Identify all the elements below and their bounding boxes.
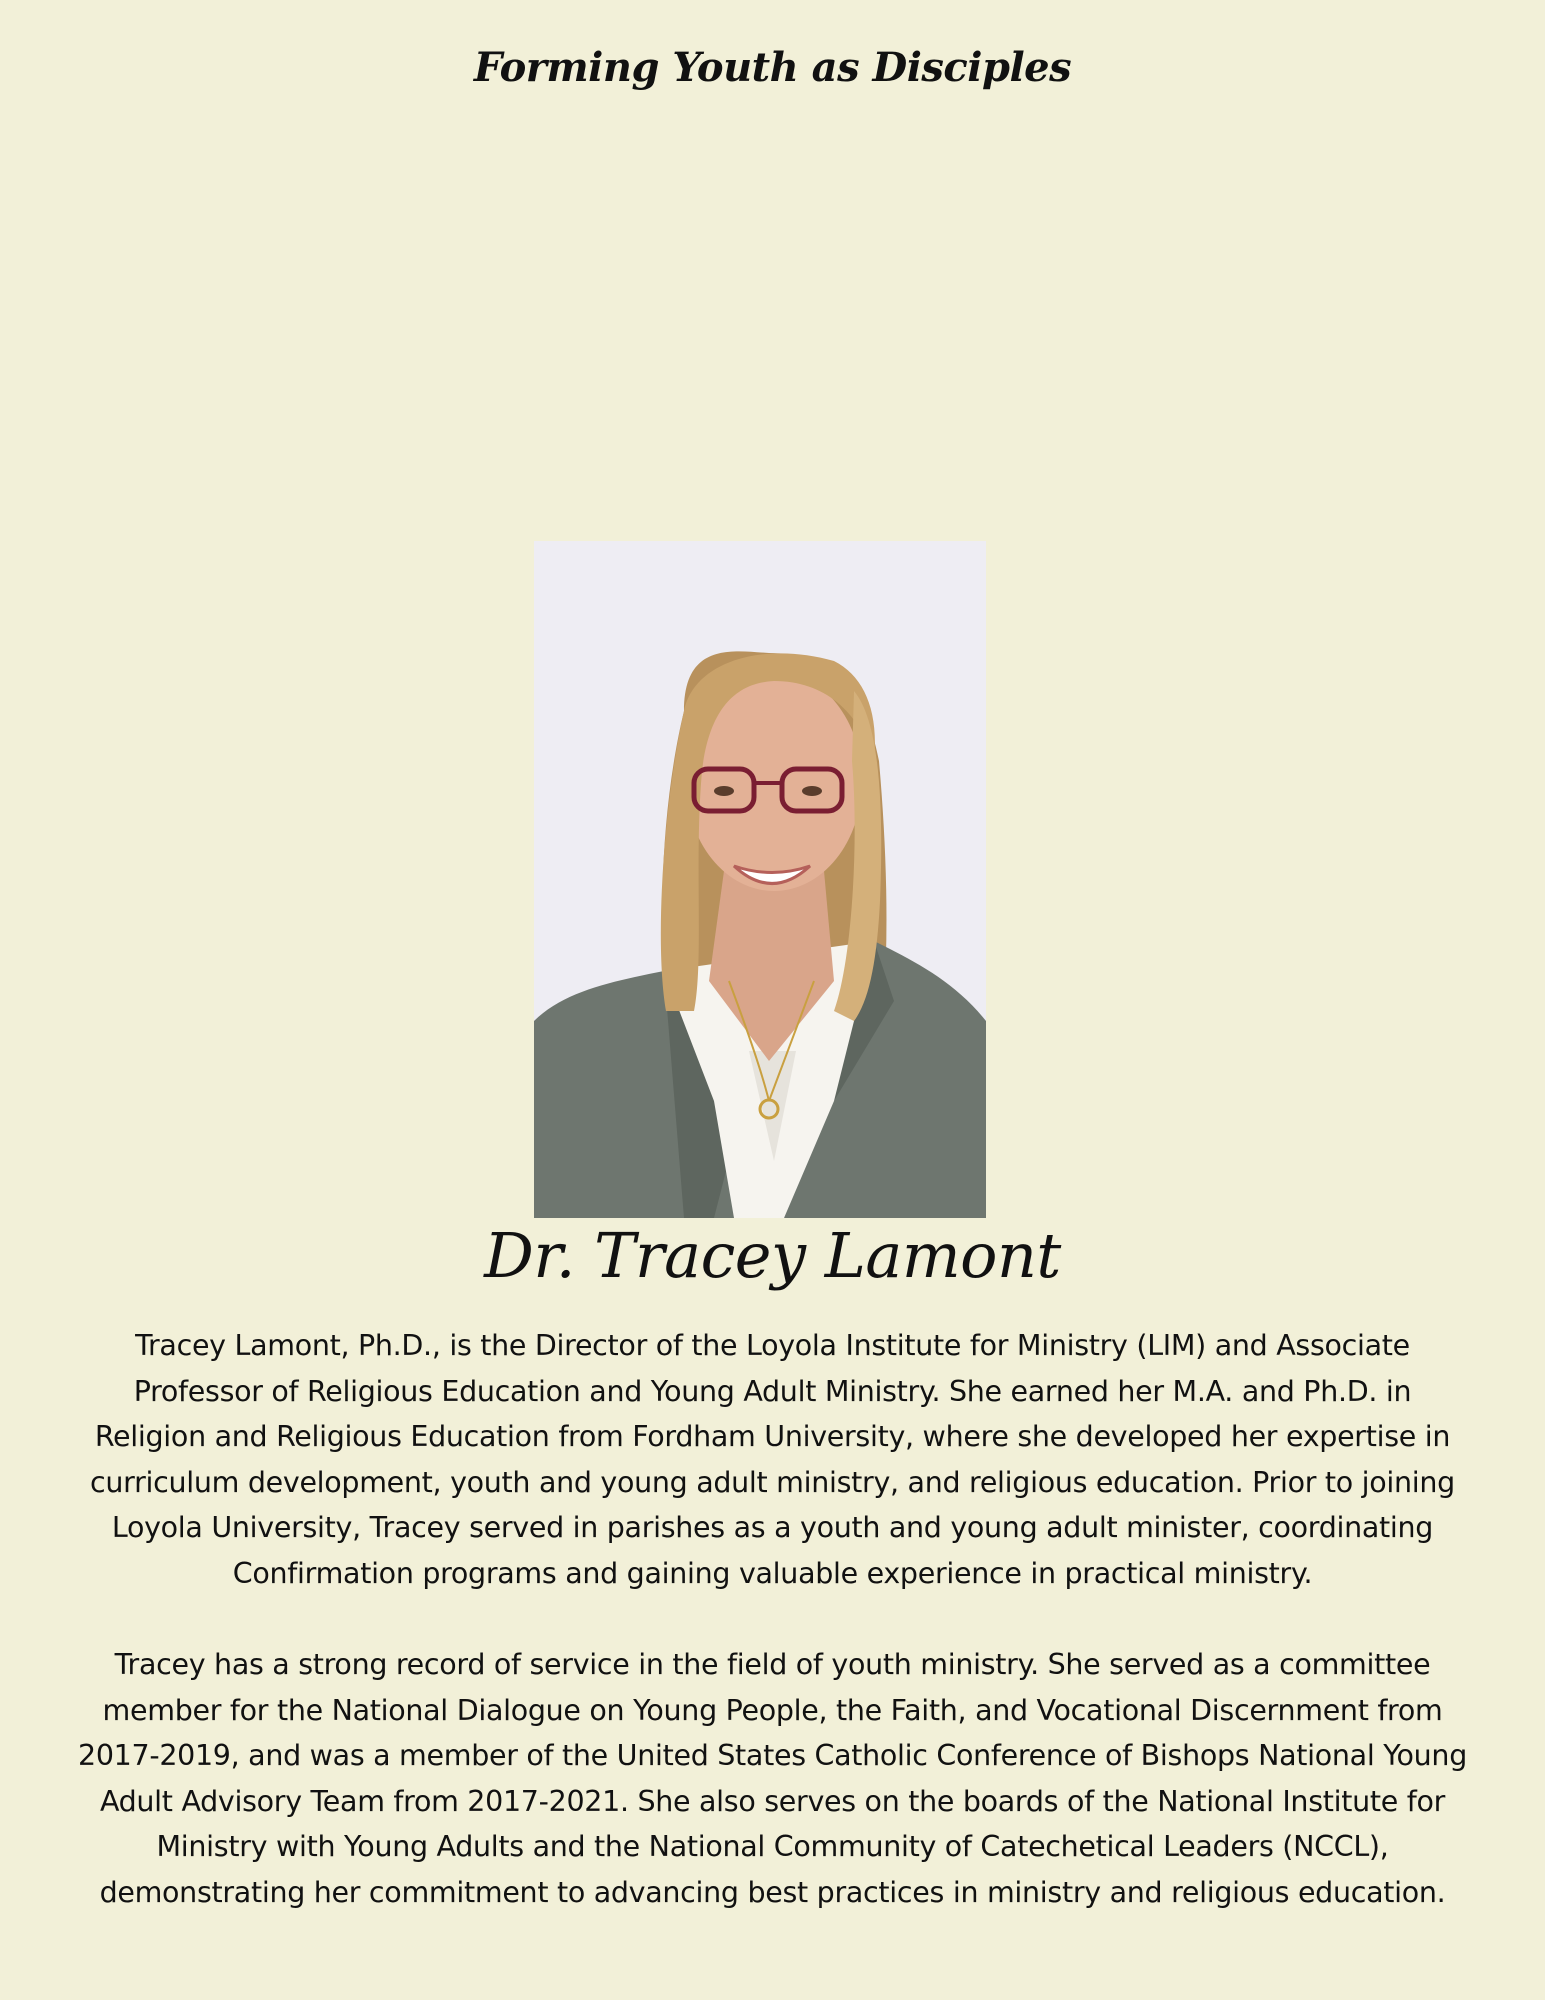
- profile-name: Dr. Tracey Lamont: [484, 1219, 1061, 1292]
- profile-photo: [534, 541, 986, 1218]
- page-title: Forming Youth as Disciples: [473, 44, 1072, 91]
- bio-paragraph: Tracey Lamont, Ph.D., is the Director of the Loyola Institute for Ministry (LIM) and Associate Professor of Religious Education and Young Adult Ministry. She earned her M.A. and Ph.D. in Religion and Religious Education from Fordham University, where she developed her expertise in curriculum development, youth and young adult ministry, and religious education. Prior to joining Loyola University, Tracey served in parishes as a youth and young adult minister, coordinating Confirmation programs and gaining valuable experience in practical ministry.: [90, 1329, 1455, 1590]
- bio-paragraph: Tracey has a strong record of service in the field of youth ministry. She served as a committee member for the National Dialogue on Young People, the Faith, and Vocational Discernment from 2017-2019, and was a member of the United States Catholic Conference of Bishops National Young Adult Advisory Team from 2017-2021. She also serves on the boards of the National Institute for Ministry with Young Adults and the National Community of Catechetical Leaders (NCCL), demonstrating her commitment to advancing best practices in ministry and religious education.: [78, 1648, 1467, 1909]
